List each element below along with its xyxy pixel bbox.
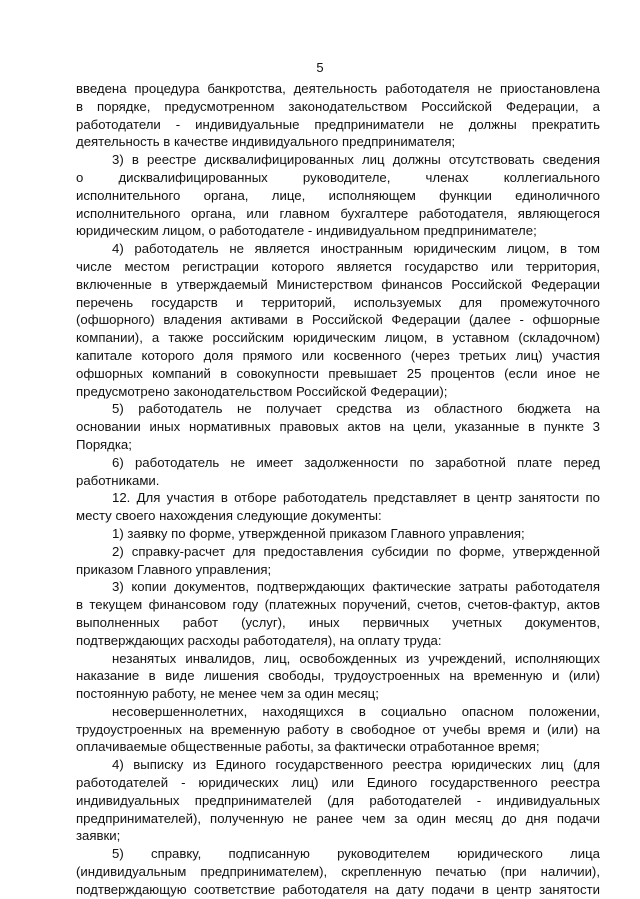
text-line: (офшорного) владения активами в Российской Федерации (далее - офшорные	[76, 312, 600, 328]
text-line: исполнительного органа, или главном бухгалтере работодателя, являющегося	[76, 205, 600, 221]
text-line: 4) выписку из Единого государственного реестра юридических лиц (для	[112, 757, 600, 773]
text-line: заявки;	[76, 828, 121, 844]
text-line: компании), а также российским юридическим лицом, в уставном (складочном)	[76, 330, 600, 346]
text-line: работодателей - юридических лиц) или Единого государственного реестра	[76, 775, 600, 791]
text-line: исполнительного органа, лице, исполняющем функции единоличного	[76, 187, 600, 203]
text-line: предусмотрено законодательством Российской Федерации);	[76, 383, 448, 399]
text-line: индивидуальных предпринимателей (для работодателей - индивидуальных	[76, 792, 600, 808]
text-line: введена процедура банкротства, деятельность работодателя не приостановлена	[76, 81, 600, 96]
text-line: перечень государств и территорий, используемых для промежуточного	[76, 294, 600, 310]
text-line: числе местом регистрации которого является государство или территория,	[76, 258, 600, 274]
text-line: о дисквалифицированных руководителе, членах коллегиального	[76, 169, 600, 185]
text-line: незанятых инвалидов, лиц, освобожденных из учреждений, исполняющих	[112, 650, 600, 666]
text-line: трудоустроенных на временную работу в свободное от учебы время и (или) на	[76, 721, 600, 737]
paragraph	[76, 650, 600, 703]
text-line: 3) в реестре дисквалифицированных лиц должны отсутствовать сведения	[112, 152, 600, 168]
text-line: 6) работодатель не имеет задолженности по заработной плате перед	[112, 454, 600, 470]
paragraph	[76, 80, 600, 151]
paragraph	[76, 756, 600, 845]
text-line: постоянную работу, не менее чем за один месяц;	[76, 686, 379, 702]
paragraph	[76, 454, 600, 490]
text-line: подтверждающую соответствие работодателя на дату подачи в центр занятости	[76, 881, 600, 897]
paragraph	[76, 489, 600, 525]
text-line: подтверждающих расходы работодателя), на оплату труда:	[76, 632, 442, 648]
text-line: приказом Главного управления;	[76, 561, 272, 577]
text-line: 5) работодатель не получает средства из областного бюджета на	[112, 401, 600, 417]
paragraph	[76, 543, 600, 579]
text-line: капитале которого доля прямого или косвенного (через третьих лиц) участия	[76, 347, 600, 363]
text-line: основании иных нормативных правовых актов на цели, указанные в пункте 3	[76, 419, 600, 435]
text-line: офшорных компаний в совокупности превышает 25 процентов (если иное не	[76, 365, 600, 381]
text-line: 1) заявку по форме, утвержденной приказом Главного управления;	[112, 525, 525, 541]
text-line: включенные в утверждаемый Министерством финансов Российской Федерации	[76, 276, 600, 292]
text-line: работниками.	[76, 472, 160, 488]
text-line: 4) работодатель не является иностранным юридическим лицом, в том	[112, 241, 600, 257]
text-line: 5) справку, подписанную руководителем юридического лица	[112, 846, 600, 862]
text-line: месту своего нахождения следующие документы:	[76, 508, 382, 524]
text-line: Порядка;	[76, 436, 132, 452]
paragraph	[76, 578, 600, 649]
document-body	[76, 80, 600, 899]
text-line: 3) копии документов, подтверждающих фактические затраты работодателя	[112, 579, 600, 595]
text-line: деятельность в качестве индивидуального предпринимателя;	[76, 134, 456, 150]
paragraph	[76, 525, 600, 543]
text-line: выполненных работ (услуг), иных первичных учетных документов,	[76, 614, 600, 630]
paragraph	[76, 845, 600, 898]
text-line: 12. Для участия в отборе работодатель представляет в центр занятости по	[112, 490, 600, 506]
text-line: работодатели - индивидуальные предприниматели не должны прекратить	[76, 116, 600, 132]
text-line: (индивидуальным предпринимателем), скрепленную печатью (при наличии),	[76, 864, 600, 880]
page-number: 5	[316, 60, 324, 75]
paragraph	[76, 703, 600, 756]
text-line: в порядке, предусмотренном законодательством Российской Федерации, а	[76, 98, 600, 114]
text-line: несовершеннолетних, находящихся в социально опасном положении,	[112, 703, 600, 719]
text-line: юридическим лицом, о работодателе - индивидуальном предпринимателе;	[76, 223, 537, 239]
text-line: предпринимателей), полученную не ранее чем за один месяц до дня подачи	[76, 810, 600, 826]
text-line: 2) справку-расчет для предоставления субсидии по форме, утвержденной	[112, 543, 600, 559]
paragraph	[76, 151, 600, 240]
text-line: наказание в виде лишения свободы, трудоустроенных на временную и (или)	[76, 668, 600, 684]
text-line: в текущем финансовом году (платежных поручений, счетов, счетов-фактур, актов	[76, 597, 600, 613]
paragraph	[76, 240, 600, 400]
text-line: оплачиваемые общественные работы, за фактически отработанное время;	[76, 739, 540, 755]
paragraph	[76, 400, 600, 453]
